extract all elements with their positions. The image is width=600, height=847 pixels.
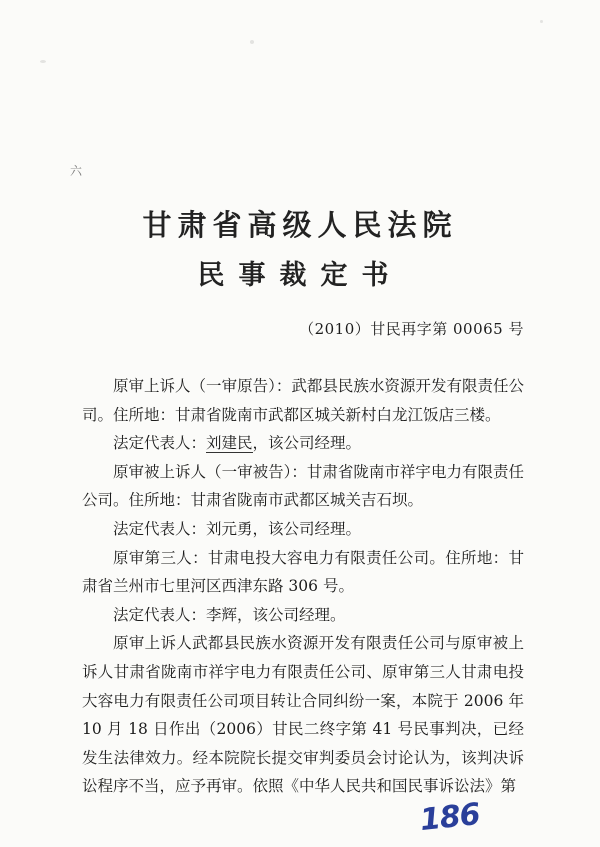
representative-prefix: 法定代表人： <box>113 605 207 624</box>
handwritten-page-number: 186 <box>418 796 482 839</box>
representative-suffix: ，该公司经理。 <box>237 605 346 624</box>
representative-name: 李辉 <box>206 605 238 624</box>
party-appellant: 原审上诉人（一审原告）：武都县民族水资源开发有限责任公司。住所地：甘肃省陇南市武都区城关新村白龙江饭店三楼。 <box>82 377 524 424</box>
representative-suffix: ，该公司经理。 <box>252 519 362 538</box>
party-appellant-representative <box>82 429 524 458</box>
case-number: （2010）甘民再字第 00065 号 <box>299 320 524 338</box>
corner-mark: 六 <box>70 164 84 178</box>
ruling-body <box>82 372 524 801</box>
party-appellee: 原审被上诉人（一审被告）：甘肃省陇南市祥宇电力有限责任公司。住所地：甘肃省陇南市武都区城关吉石坝。 <box>82 462 524 510</box>
case-narrative: 原审上诉人武都县民族水资源开发有限责任公司与原审被上诉人甘肃省陇南市祥宇电力有限责任公司、原审第三人甘肃电投大容电力有限责任公司项目转让合同纠纷一案，本院于 2006 年 10 月 18 日作出（2006）甘民二终字第 41 号民事判决，已经发生法律效力。经本院院长提交审判委员会讨论认为，该判决诉讼程序不当，应予再审。依照《中华人民共和国民事诉讼法》第 <box>82 634 524 796</box>
document-type-title: 民事裁定书 <box>197 260 403 291</box>
representative-name: 刘建民 <box>206 434 253 453</box>
representative-prefix: 法定代表人： <box>113 434 207 453</box>
representative-name: 刘元勇 <box>206 519 253 538</box>
representative-suffix: ，该公司经理。 <box>252 434 362 453</box>
party-third: 原审第三人：甘肃电投大容电力有限责任公司。住所地：甘肃省兰州市七里河区西津东路 306 号。 <box>82 548 524 596</box>
representative-prefix: 法定代表人： <box>113 519 207 538</box>
party-appellee-representative <box>82 515 524 544</box>
scan-speck <box>540 20 543 23</box>
scan-speck <box>250 40 254 44</box>
party-third-representative <box>82 601 524 630</box>
court-name: 甘肃省高级人民法院 <box>142 208 458 242</box>
scan-speck <box>40 60 46 63</box>
